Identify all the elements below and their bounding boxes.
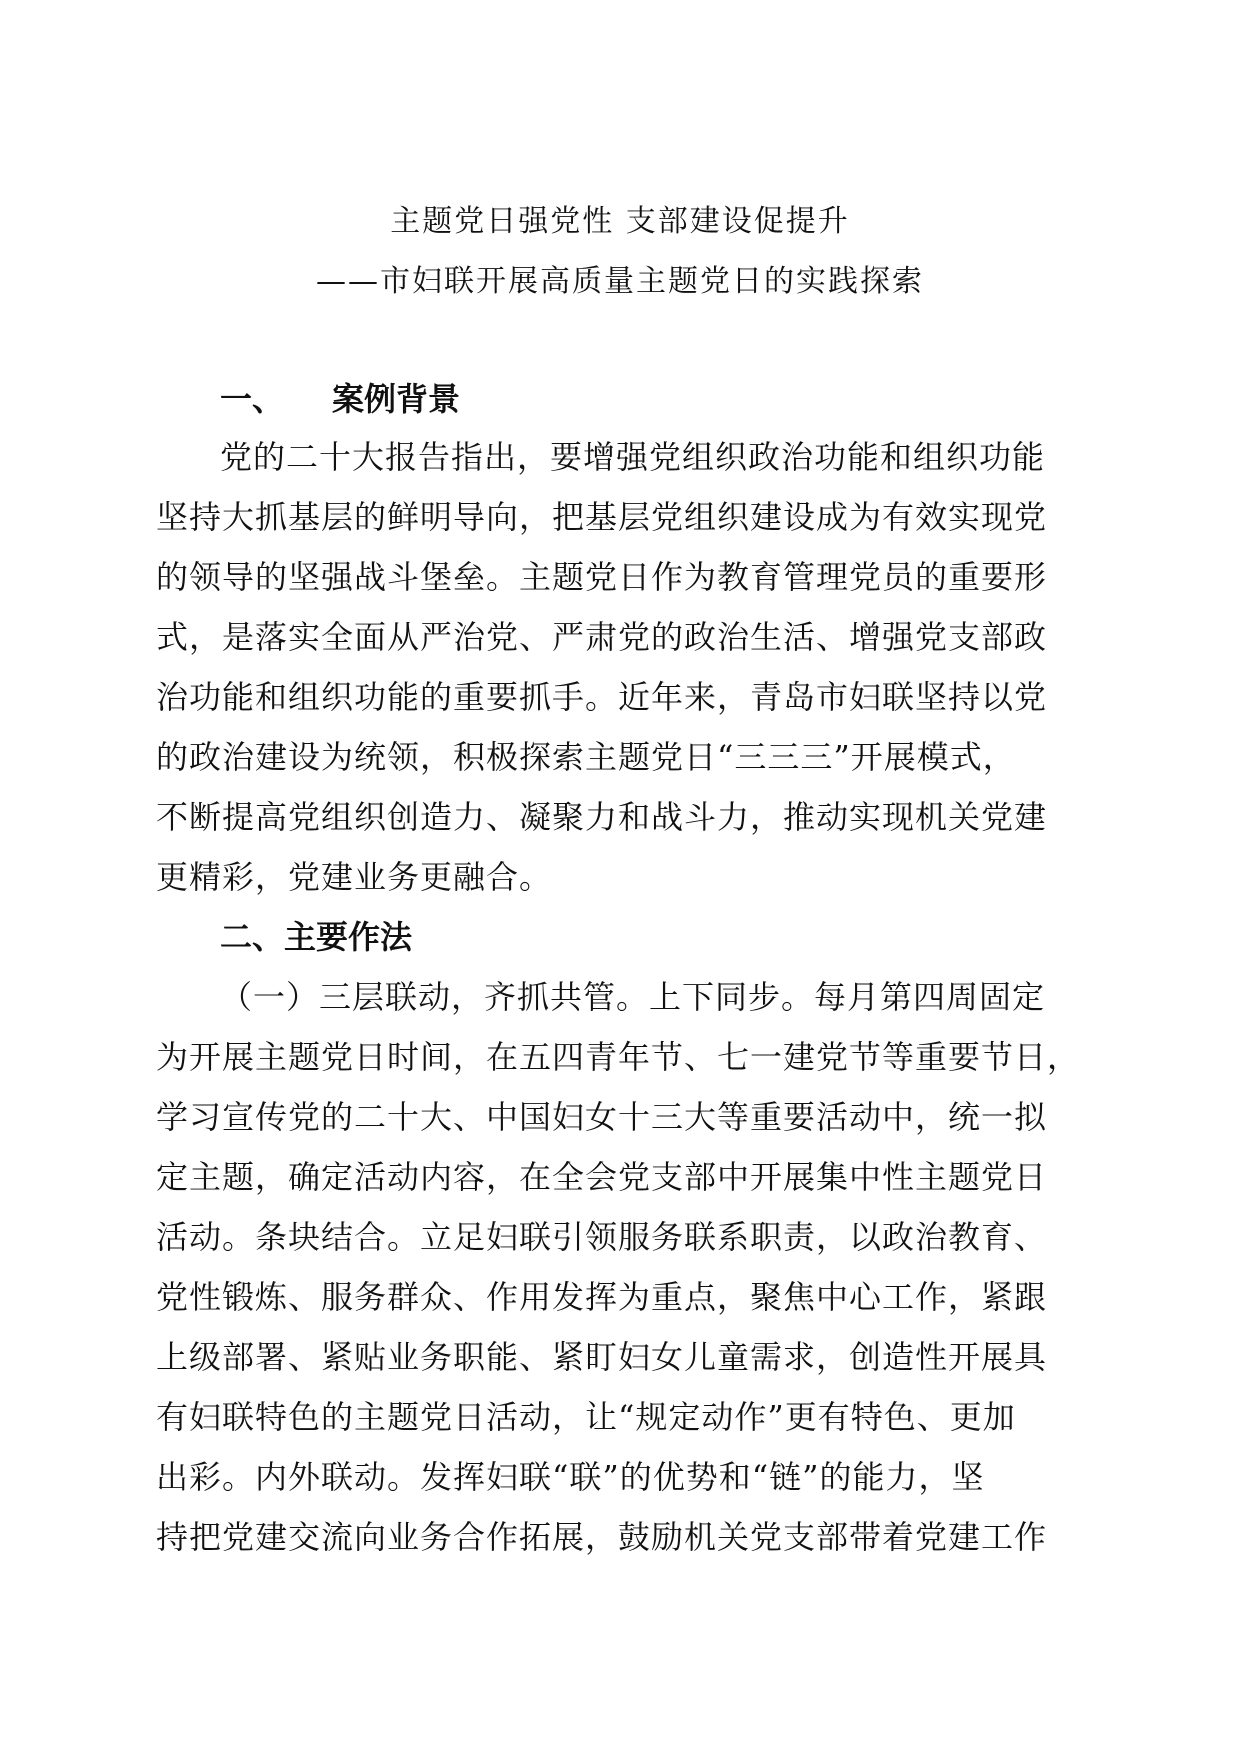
paragraph-line: （一）三层联动，齐抓共管。上下同步。每月第四周固定 bbox=[220, 978, 1046, 1016]
paragraph-line: 上级部署、紧贴业务职能、紧盯妇女儿童需求，创造性开展具 bbox=[156, 1338, 1048, 1376]
section-heading-practices: 二、主要作法 bbox=[220, 918, 413, 956]
paragraph-line: 出彩。内外联动。发挥妇联“联”的优势和“链”的能力，坚 bbox=[156, 1458, 985, 1496]
paragraph-line: 的领导的坚强战斗堡垒。主题党日作为教育管理党员的重要形 bbox=[156, 558, 1048, 596]
paragraph-line: 党性锻炼、服务群众、作用发挥为重点，聚焦中心工作，紧跟 bbox=[156, 1278, 1048, 1316]
document-title: 主题党日强党性 支部建设促提升 bbox=[390, 204, 850, 239]
paragraph-line: 有妇联特色的主题党日活动，让“规定动作”更有特色、更加 bbox=[156, 1398, 1016, 1436]
paragraph-line: 学习宣传党的二十大、中国妇女十三大等重要活动中，统一拟 bbox=[156, 1098, 1048, 1136]
paragraph-line: 不断提高党组织创造力、凝聚力和战斗力，推动实现机关党建 bbox=[156, 798, 1048, 836]
document-subtitle: ——市妇联开展高质量主题党日的实践探索 bbox=[316, 264, 924, 299]
paragraph-line: 治功能和组织功能的重要抓手。近年来，青岛市妇联坚持以党 bbox=[156, 678, 1048, 716]
paragraph-line: 定主题，确定活动内容，在全会党支部中开展集中性主题党日 bbox=[156, 1158, 1048, 1196]
paragraph-line: 式，是落实全面从严治党、严肃党的政治生活、增强党支部政 bbox=[156, 618, 1048, 656]
section-number: 一、 bbox=[220, 380, 285, 418]
paragraph-line: 为开展主题党日时间，在五四青年节、七一建党节等重要节日， bbox=[156, 1038, 1081, 1076]
paragraph-line: 更精彩，党建业务更融合。 bbox=[156, 858, 553, 896]
section-heading-background bbox=[220, 374, 460, 420]
paragraph-line: 持把党建交流向业务合作拓展，鼓励机关党支部带着党建工作 bbox=[156, 1518, 1048, 1556]
paragraph-line: 坚持大抓基层的鲜明导向，把基层党组织建设成为有效实现党 bbox=[156, 498, 1048, 536]
section-title: 案例背景 bbox=[332, 380, 461, 418]
paragraph-line: 党的二十大报告指出，要增强党组织政治功能和组织功能 bbox=[220, 438, 1046, 476]
paragraph-line: 的政治建设为统领，积极探索主题党日“三三三”开展模式， bbox=[156, 738, 1016, 776]
paragraph-line: 活动。条块结合。立足妇联引领服务联系职责，以政治教育、 bbox=[156, 1218, 1048, 1256]
